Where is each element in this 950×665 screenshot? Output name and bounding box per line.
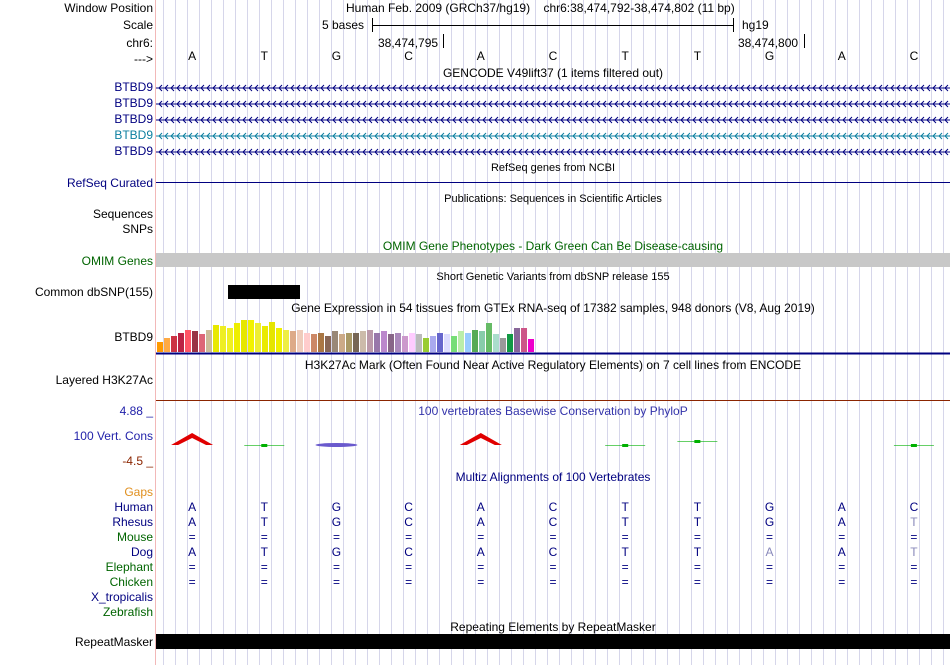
gtex-tissue-bar [360,331,366,352]
gtex-tissue-bar [332,331,338,352]
alignment-base-mouse: = [621,530,629,544]
alignment-base-rhesus: A [476,515,485,529]
alignment-base-elephant: = [621,560,629,574]
alignment-base-chicken: = [405,575,413,589]
alignment-base-mouse: = [838,530,846,544]
gtex-tissue-bar [374,333,380,352]
alignment-base-rhesus: A [837,515,846,529]
assembly-title [346,1,735,15]
phylop-track-title[interactable]: 100 vertebrates Basewise Conservation by PhyloP [418,404,688,418]
alignment-base-human: T [693,500,702,514]
phylop-min-label: -4.5 _ [122,454,153,468]
omim-track-title[interactable]: OMIM Gene Phenotypes - Dark Green Can Be Disease-causing [382,239,724,253]
scale-bar [372,18,734,32]
gtex-tissue-bar [402,336,408,352]
gtex-label[interactable]: BTBD9 [114,330,153,344]
alignment-base-mouse: = [477,530,485,544]
alignment-base-elephant: = [549,560,557,574]
alignment-base-elephant: = [910,560,918,574]
sequences-label[interactable]: Sequences [92,207,153,221]
alignment-base-elephant: = [188,560,196,574]
gtex-tissue-bar [248,320,254,352]
sequence-base: G [331,49,342,63]
gtex-tissue-bar [381,331,387,352]
h3k27ac-signal-line[interactable] [156,400,950,401]
species-label-chicken[interactable]: Chicken [109,575,153,589]
gtex-tissue-bar [199,334,205,352]
gtex-tissue-bar [521,328,527,352]
species-label-elephant[interactable]: Elephant [105,560,153,574]
alignment-base-dog: T [693,545,702,559]
sequence-base: G [764,49,775,63]
coord-tick-2 [804,34,805,48]
gtex-tissue-bar [192,331,198,352]
gtex-tissue-bar [164,338,170,352]
gtex-tissue-bar [311,334,317,352]
alignment-base-dog: C [548,545,558,559]
sequence-base: A [476,49,485,63]
chrom-label: chr6: [126,36,153,50]
gtex-tissue-bar [465,333,471,352]
alignment-base-chicken: = [332,575,340,589]
gtex-tissue-bar [262,326,268,352]
alignment-base-human: T [260,500,268,514]
phylop-positive-peak [460,433,502,445]
gtex-tissue-bar [220,326,226,352]
dbsnp-variant[interactable] [228,285,300,299]
gtex-tissue-bar [206,330,212,352]
gtex-expression-chart[interactable] [156,314,950,356]
gtex-tissue-bar [185,330,191,352]
alignment-base-rhesus: G [764,515,775,529]
db-label: hg19 [742,18,769,32]
gtex-tissue-bar [290,331,296,352]
position-range: chr6:38,474,792-38,474,802 (11 bp) [543,1,735,15]
alignment-base-mouse: = [405,530,413,544]
gtex-tissue-bar [213,325,219,352]
h3k27ac-track-title[interactable]: H3K27Ac Mark (Often Found Near Active Regulatory Elements) on 7 cell lines from ENCODE [304,358,802,372]
gtex-tissue-bar [458,331,464,352]
gtex-tissue-bar [493,334,499,352]
gtex-tissue-bar [234,323,240,352]
alignment-base-rhesus: T [260,515,268,529]
strand-label: ---> [134,52,153,66]
alignment-base-rhesus: T [910,515,918,529]
gtex-tissue-bar [297,330,303,352]
alignment-base-chicken: = [188,575,196,589]
sequence-base: C [404,49,413,63]
assembly-name: Human Feb. 2009 (GRCh37/hg19) [346,1,531,15]
sequence-base: T [621,49,629,63]
gtex-tissue-bar [276,328,282,352]
sequence-base: T [260,49,268,63]
gencode-row-label-4[interactable]: BTBD9 [114,128,153,142]
gtex-tissue-bar [514,328,520,352]
alignment-base-mouse: = [188,530,196,544]
phylop-max-label: 4.88 _ [119,404,153,418]
species-label-dog[interactable]: Dog [130,545,153,559]
sequence-base: A [188,49,197,63]
gaps-label[interactable]: Gaps [124,485,153,499]
alignment-base-rhesus: G [331,515,342,529]
alignment-base-dog: G [331,545,342,559]
alignment-base-mouse: = [766,530,774,544]
gtex-tissue-bar [255,323,261,352]
alignment-base-elephant: = [405,560,413,574]
gtex-tissue-bar [507,334,513,352]
refseq-gene-line[interactable] [156,182,950,183]
repeatmasker-track-title[interactable]: Repeating Elements by RepeatMasker [450,620,656,634]
alignment-base-human: C [909,500,919,514]
gtex-tissue-bar [451,336,457,352]
gencode-row-label-3[interactable]: BTBD9 [114,112,153,126]
gtex-tissue-bar [395,333,401,352]
alignment-base-elephant: = [693,560,701,574]
refseq-label[interactable]: RefSeq Curated [66,176,153,190]
alignment-base-chicken: = [838,575,846,589]
alignment-base-human: A [476,500,485,514]
phylop-score-mark [694,440,700,443]
alignment-base-chicken: = [693,575,701,589]
alignment-base-human: A [188,500,197,514]
dbsnp-track-title[interactable]: Short Genetic Variants from dbSNP release 155 [436,271,670,283]
gencode-row-label-2[interactable]: BTBD9 [114,96,153,110]
gtex-tissue-bar [283,330,289,352]
alignment-base-mouse: = [260,530,268,544]
alignment-base-human: A [837,500,846,514]
coord-label-2: 38,474,800 [738,36,799,50]
alignment-base-chicken: = [260,575,268,589]
alignment-base-dog: T [621,545,629,559]
repeatmasker-element[interactable] [156,634,950,649]
omim-gene-bar[interactable] [156,253,950,267]
gtex-tissue-bar [346,333,352,352]
phylop-score-mark [622,444,628,447]
alignment-base-elephant: = [332,560,340,574]
alignment-base-elephant: = [260,560,268,574]
gtex-tissue-bar [444,334,450,352]
gtex-tissue-bar [430,336,436,352]
gtex-tissue-bar [171,336,177,352]
alignment-base-mouse: = [693,530,701,544]
alignment-base-rhesus: T [693,515,702,529]
sequence-base: C [548,49,558,63]
gencode-row-label-1[interactable]: BTBD9 [114,80,153,94]
phylop-negative-mark [315,443,357,447]
gtex-tissue-bar [178,333,184,352]
snps-label[interactable]: SNPs [122,222,153,236]
phylop-score-mark [911,444,917,447]
gencode-row-label-5[interactable]: BTBD9 [114,144,153,158]
alignment-base-mouse: = [332,530,340,544]
gtex-tissue-bar [479,331,485,352]
coord-label-1: 38,474,795 [378,36,439,50]
alignment-base-dog: A [837,545,846,559]
alignment-base-mouse: = [910,530,918,544]
alignment-base-human: C [404,500,413,514]
gtex-tissue-bar [409,333,415,352]
refseq-track-title[interactable]: RefSeq genes from NCBI [490,162,616,174]
gtex-tissue-bar [486,323,492,352]
species-label-mouse[interactable]: Mouse [116,530,153,544]
alignment-base-human: G [331,500,342,514]
alignment-base-dog: A [476,545,485,559]
alignment-base-rhesus: C [548,515,558,529]
gtex-tissue-bar [500,338,506,352]
gtex-tissue-bar [437,333,443,352]
gtex-tissue-bar [423,338,429,352]
scale-label: Scale [122,18,153,32]
gtex-tissue-bar [318,333,324,352]
publications-track-title[interactable]: Publications: Sequences in Scientific Articles [444,193,662,205]
alignment-base-elephant: = [838,560,846,574]
species-label-rhesus[interactable]: Rhesus [112,515,153,529]
alignment-base-rhesus: T [621,515,629,529]
phylop-conservation-plot[interactable] [156,425,950,455]
alignment-base-dog: C [404,545,413,559]
alignment-base-elephant: = [766,560,774,574]
alignment-base-mouse: = [549,530,557,544]
alignment-base-human: T [621,500,629,514]
omim-label[interactable]: OMIM Genes [81,254,153,268]
gtex-tissue-bar [269,322,275,352]
gtex-tissue-bar [227,328,233,352]
alignment-base-human: G [764,500,775,514]
scale-text: 5 bases [322,18,365,32]
species-label-x-tropicalis[interactable]: X_tropicalis [90,590,153,604]
multiz-track-title[interactable]: Multiz Alignments of 100 Vertebrates [455,470,651,484]
alignment-base-rhesus: A [188,515,197,529]
phylop-score-mark [261,444,267,447]
gtex-tissue-bar [353,333,359,352]
gtex-tissue-bar [304,333,310,352]
h3k27ac-label[interactable]: Layered H3K27Ac [55,373,153,387]
alignment-base-rhesus: C [404,515,413,529]
alignment-base-elephant: = [477,560,485,574]
alignment-base-chicken: = [766,575,774,589]
species-label-zebrafish[interactable]: Zebrafish [102,605,153,619]
dbsnp-label[interactable]: Common dbSNP(155) [34,285,153,299]
gencode-transcripts[interactable] [156,80,950,160]
phylop-name-label[interactable]: 100 Vert. Cons [73,429,153,443]
gtex-tissue-bar [388,334,394,352]
alignment-base-dog: A [188,545,197,559]
alignment-base-human: C [548,500,558,514]
window-position-label: Window Position [64,1,153,15]
gtex-tissue-bar [367,330,373,352]
alignment-base-dog: A [765,545,774,559]
gtex-tissue-bar [416,334,422,352]
species-label-human[interactable]: Human [114,500,153,514]
sequence-base: T [693,49,702,63]
gtex-tissue-bar [325,336,331,352]
gencode-track-title[interactable]: GENCODE V49lift37 (1 items filtered out) [442,66,664,80]
sequence-base: C [909,49,919,63]
gtex-tissue-bar [528,339,534,352]
alignment-base-dog: T [910,545,918,559]
gtex-tissue-bar [241,320,247,352]
gtex-track-title[interactable]: Gene Expression in 54 tissues from GTEx RNA-seq of 17382 samples, 948 donors (V8, Aug 2019) [291,301,815,315]
gtex-tissue-bar [157,342,163,352]
alignment-base-chicken: = [477,575,485,589]
sequence-base: A [837,49,846,63]
alignment-base-chicken: = [910,575,918,589]
coord-tick-1 [443,34,444,48]
alignment-base-chicken: = [621,575,629,589]
alignment-base-chicken: = [549,575,557,589]
phylop-positive-peak [171,433,213,445]
alignment-base-dog: T [260,545,268,559]
gtex-tissue-bar [339,334,345,352]
repeatmasker-label[interactable]: RepeatMasker [74,635,153,649]
gtex-tissue-bar [472,330,478,352]
